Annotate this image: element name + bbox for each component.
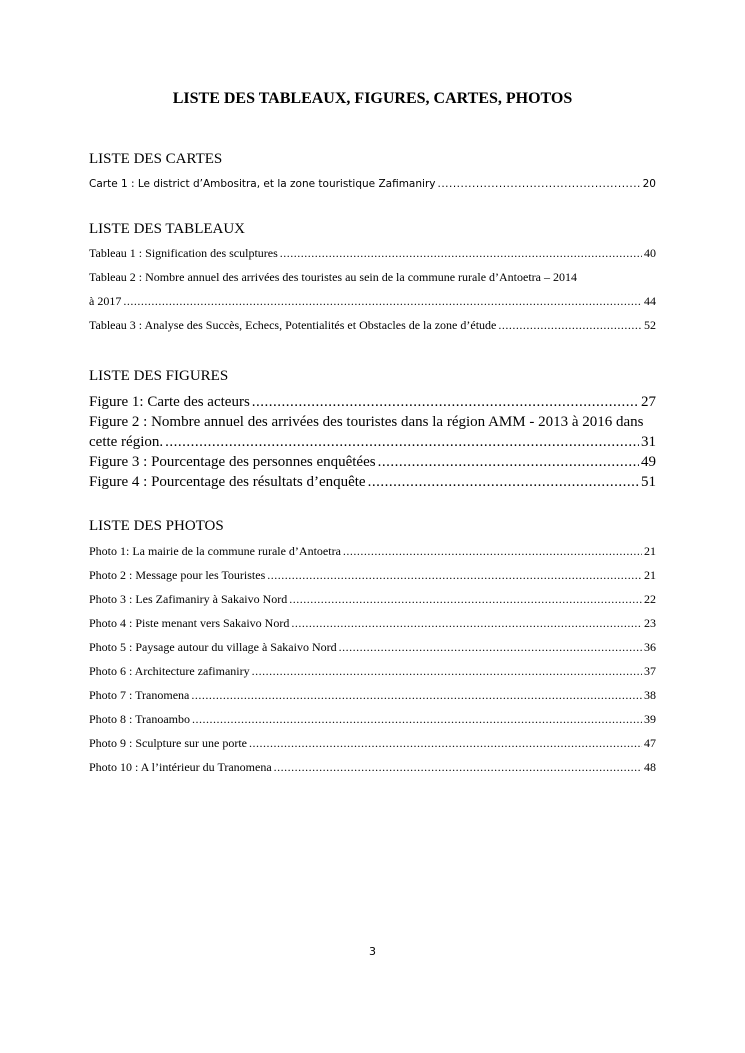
toc-entry-page: 20 bbox=[642, 178, 656, 190]
dot-leader bbox=[252, 393, 639, 411]
toc-entry-label: Photo 9 : Sculpture sur une porte bbox=[89, 736, 247, 750]
toc-entry-page: 36 bbox=[644, 640, 656, 654]
dot-leader bbox=[123, 294, 642, 309]
toc-entry-label: Tableau 1 : Signification des sculptures bbox=[89, 246, 278, 260]
toc-entry-page: 21 bbox=[644, 544, 656, 558]
toc-entry-label: Photo 5 : Paysage autour du village à Sakaivo Nord bbox=[89, 640, 337, 654]
toc-entry-page: 23 bbox=[644, 616, 656, 630]
toc-entry-page: 51 bbox=[641, 474, 656, 490]
dot-leader bbox=[289, 592, 642, 607]
toc-entry-label: Figure 1: Carte des acteurs bbox=[89, 394, 250, 410]
section-heading-cartes: LISTE DES CARTES bbox=[89, 151, 223, 167]
dot-leader bbox=[274, 760, 642, 775]
page-title: LISTE DES TABLEAUX, FIGURES, CARTES, PHOTOS bbox=[172, 90, 573, 107]
section-heading-figures: LISTE DES FIGURES bbox=[89, 368, 229, 384]
toc-entry-label: Carte 1 : Le district d’Ambositra, et la zone touristique Zafimaniry bbox=[89, 178, 436, 190]
toc-entry-page: 27 bbox=[641, 394, 656, 410]
toc-entry-figure-3[interactable] bbox=[89, 453, 656, 471]
dot-leader bbox=[252, 664, 642, 679]
toc-entry-page: 39 bbox=[644, 712, 656, 726]
toc-entry-label: Photo 8 : Tranoambo bbox=[89, 712, 191, 726]
dot-leader bbox=[280, 246, 642, 261]
toc-entry-tableau-2[interactable] bbox=[89, 294, 656, 309]
toc-entry-carte-1[interactable] bbox=[89, 177, 656, 191]
toc-entry-tableau-1[interactable] bbox=[89, 246, 656, 261]
toc-entry-photo-4[interactable] bbox=[89, 616, 656, 631]
dot-leader bbox=[165, 433, 639, 451]
toc-entry-figure-1[interactable] bbox=[89, 393, 656, 411]
toc-entry-page: 44 bbox=[644, 294, 656, 308]
dot-leader bbox=[378, 453, 639, 471]
toc-entry-page: 52 bbox=[644, 318, 656, 332]
toc-entry-page: 40 bbox=[644, 246, 656, 260]
toc-entry-page: 48 bbox=[644, 760, 656, 774]
toc-entry-page: 31 bbox=[641, 434, 656, 450]
toc-entry-label: à 2017 bbox=[89, 294, 122, 308]
dot-leader bbox=[368, 473, 639, 491]
page-number: 3 bbox=[369, 945, 376, 958]
toc-entry-label: Photo 7 : Tranomena bbox=[89, 688, 190, 702]
section-heading-photos: LISTE DES PHOTOS bbox=[89, 518, 224, 534]
dot-leader bbox=[267, 568, 642, 583]
toc-entry-label: cette région. bbox=[89, 434, 164, 450]
dot-leader bbox=[437, 177, 640, 191]
toc-entry-tableau-3[interactable] bbox=[89, 318, 656, 333]
toc-entry-label: Photo 3 : Les Zafimaniry à Sakaivo Nord bbox=[89, 592, 288, 606]
dot-leader bbox=[291, 616, 642, 631]
toc-entry-tableau-2-line1[interactable]: Tableau 2 : Nombre annuel des arrivées des touristes au sein de la commune rurale d’Antoetra – 2014 bbox=[89, 270, 577, 284]
toc-entry-photo-2[interactable] bbox=[89, 568, 656, 583]
toc-entry-page: 37 bbox=[644, 664, 656, 678]
toc-entry-figure-2[interactable] bbox=[89, 433, 656, 451]
toc-entry-photo-1[interactable] bbox=[89, 544, 656, 559]
toc-entry-figure-4[interactable] bbox=[89, 473, 656, 491]
dot-leader bbox=[249, 736, 642, 751]
toc-entry-label: Figure 4 : Pourcentage des résultats d’enquête bbox=[89, 474, 366, 490]
toc-entry-label: Tableau 3 : Analyse des Succès, Echecs, Potentialités et Obstacles de la zone d’étude bbox=[89, 318, 497, 332]
toc-entry-page: 47 bbox=[644, 736, 656, 750]
toc-entry-label: Figure 3 : Pourcentage des personnes enquêtées bbox=[89, 454, 376, 470]
toc-entry-photo-7[interactable] bbox=[89, 688, 656, 703]
toc-entry-photo-10[interactable] bbox=[89, 760, 656, 775]
toc-entry-photo-6[interactable] bbox=[89, 664, 656, 679]
dot-leader bbox=[191, 688, 642, 703]
toc-entry-page: 22 bbox=[644, 592, 656, 606]
toc-entry-page: 49 bbox=[641, 454, 656, 470]
dot-leader bbox=[192, 712, 642, 727]
toc-entry-label: Photo 2 : Message pour les Touristes bbox=[89, 568, 266, 582]
toc-entry-page: 38 bbox=[644, 688, 656, 702]
toc-entry-label: Photo 6 : Architecture zafimaniry bbox=[89, 664, 250, 678]
dot-leader bbox=[339, 640, 642, 655]
dot-leader bbox=[343, 544, 642, 559]
dot-leader bbox=[498, 318, 642, 333]
toc-entry-photo-5[interactable] bbox=[89, 640, 656, 655]
toc-entry-label: Photo 1: La mairie de la commune rurale d’Antoetra bbox=[89, 544, 341, 558]
section-heading-tableaux: LISTE DES TABLEAUX bbox=[89, 221, 246, 237]
toc-entry-page: 21 bbox=[644, 568, 656, 582]
toc-entry-photo-8[interactable] bbox=[89, 712, 656, 727]
toc-entry-label: Photo 4 : Piste menant vers Sakaivo Nord bbox=[89, 616, 290, 630]
toc-entry-label: Photo 10 : A l’intérieur du Tranomena bbox=[89, 760, 272, 774]
toc-entry-photo-3[interactable] bbox=[89, 592, 656, 607]
toc-entry-figure-2-line1[interactable]: Figure 2 : Nombre annuel des arrivées des touristes dans la région AMM - 2013 à 2016 dans bbox=[89, 414, 644, 430]
toc-entry-photo-9[interactable] bbox=[89, 736, 656, 751]
